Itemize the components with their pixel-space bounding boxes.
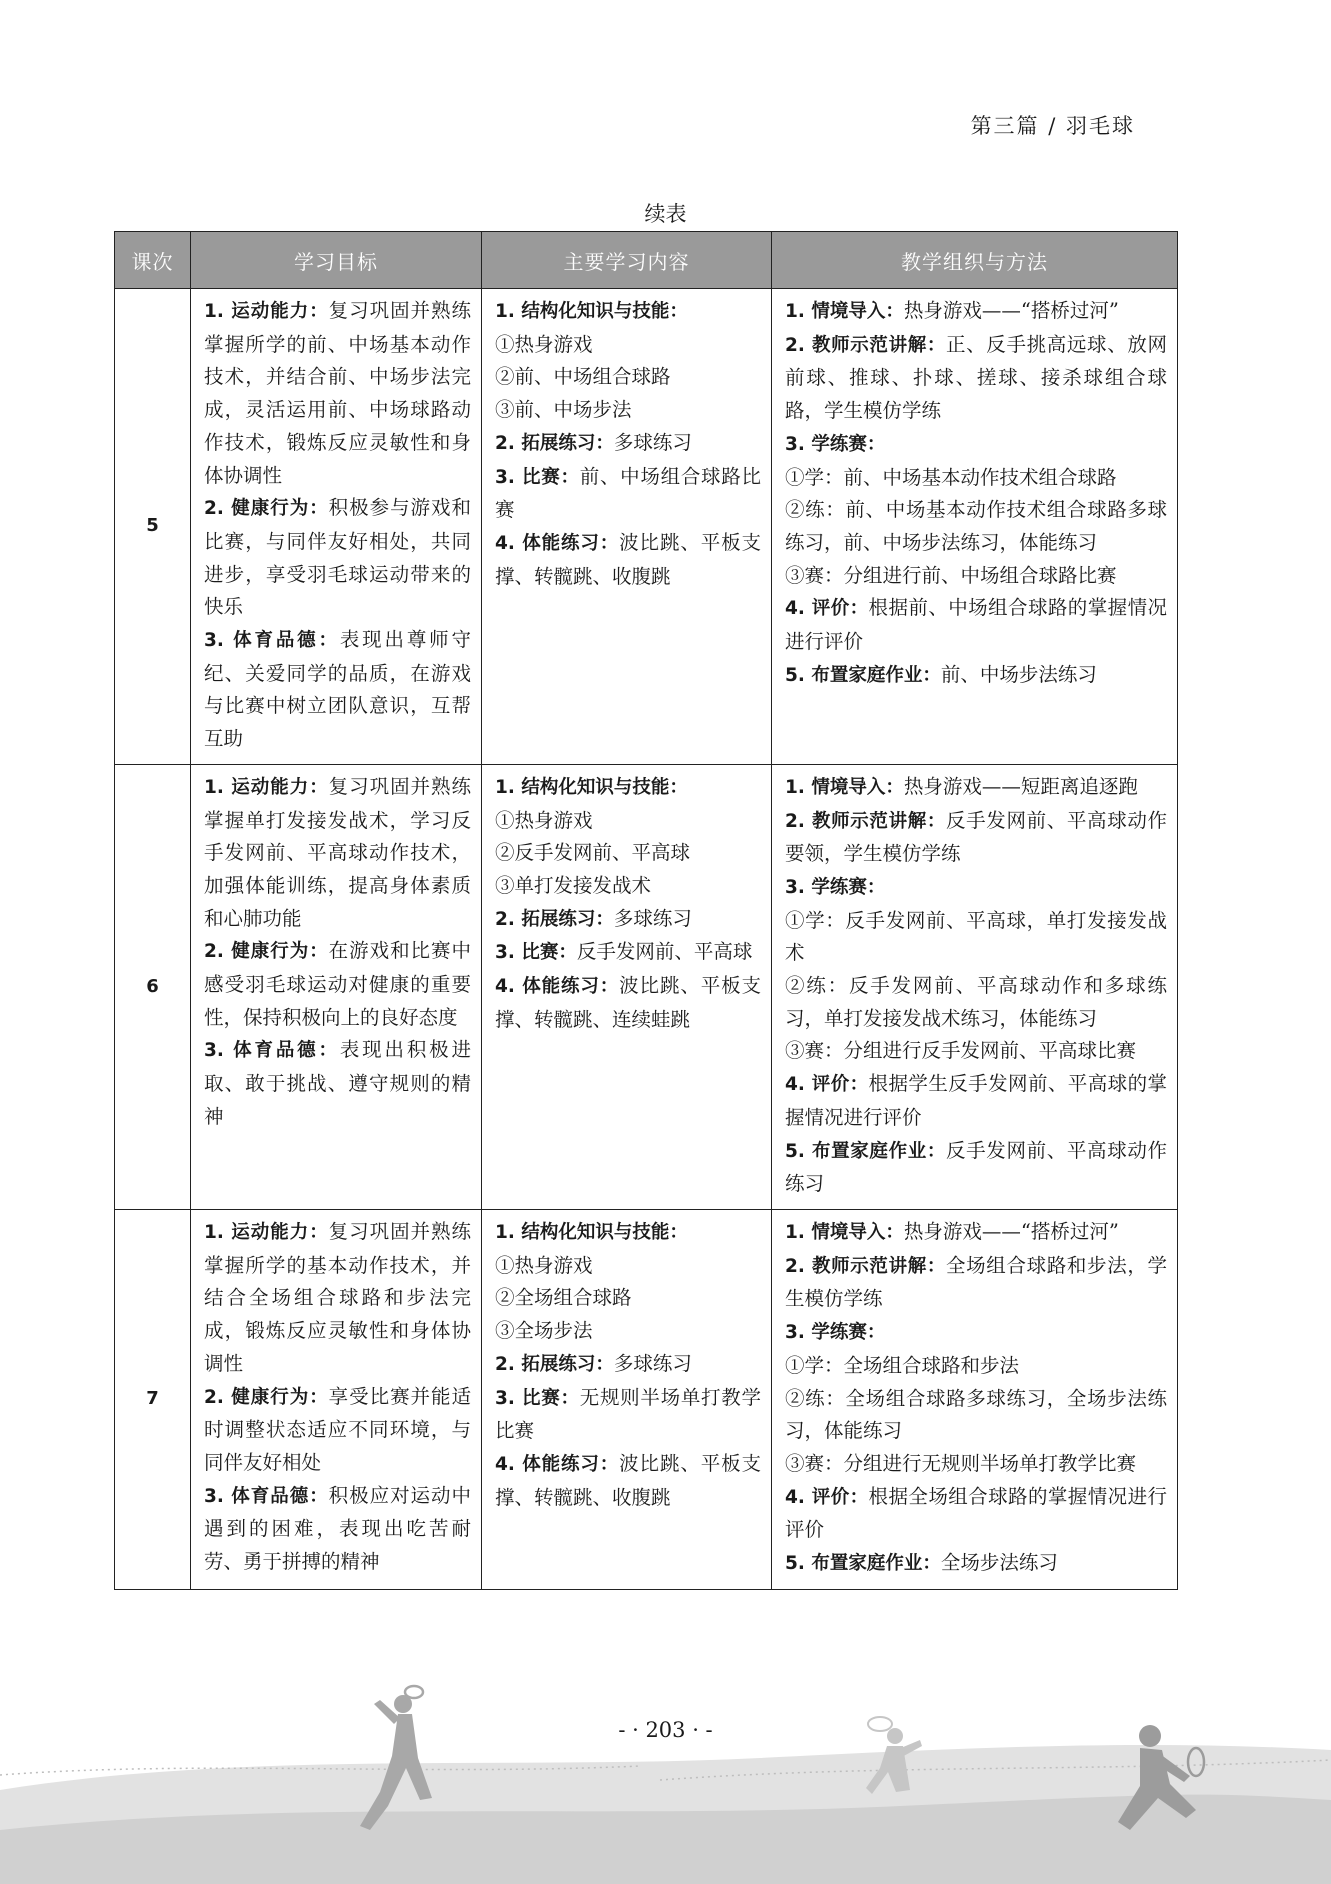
item-text: 波比跳、平板支撑、转髋跳、收腹跳 — [495, 1451, 761, 1509]
item-label: 4. 评价： — [785, 1486, 869, 1508]
item-label: 2. 教师示范讲解： — [785, 1255, 947, 1277]
item-text: 热身游戏——短距离追逐跑 — [903, 774, 1138, 798]
methods-cell — [772, 289, 1178, 765]
cell-paragraph — [495, 1448, 761, 1514]
cell-paragraph — [495, 870, 761, 903]
column-header-lesson: 课次 — [115, 232, 191, 289]
item-text: 多球练习 — [613, 906, 692, 930]
item-text: 波比跳、平板支撑、转髋跳、收腹跳 — [495, 530, 761, 588]
cell-paragraph — [204, 1034, 471, 1133]
cell-paragraph — [785, 1350, 1167, 1383]
cell-paragraph — [785, 1068, 1167, 1134]
item-label: 2. 拓展练习： — [495, 908, 614, 930]
page-number: - · 203 · - — [618, 1718, 713, 1742]
cell-paragraph — [785, 1216, 1167, 1250]
lesson-row — [115, 1209, 1178, 1589]
cell-paragraph — [495, 1282, 761, 1315]
cell-paragraph — [495, 1216, 761, 1250]
item-text: ③赛：分组进行前、中场组合球路比赛 — [785, 563, 1117, 587]
cell-paragraph — [785, 1448, 1167, 1481]
item-label: 1. 结构化知识与技能： — [495, 301, 688, 322]
cell-paragraph — [204, 771, 471, 936]
cell-paragraph — [785, 428, 1167, 462]
cell-paragraph — [495, 1382, 761, 1448]
cell-paragraph — [495, 1348, 761, 1382]
cell-paragraph — [785, 970, 1167, 1035]
item-text: 表现出积极进取、敢于挑战、遵守规则的精神 — [204, 1038, 471, 1128]
item-label: 2. 健康行为： — [204, 941, 329, 963]
item-text: 反手发网前、平高球动作练习 — [785, 1138, 1167, 1196]
item-label: 2. 拓展练习： — [495, 1353, 614, 1375]
cell-paragraph — [495, 394, 761, 427]
running-head: 第三篇 / 羽毛球 — [970, 114, 1135, 138]
goals-cell — [191, 1209, 482, 1589]
item-text: 全场步法练习 — [940, 1551, 1058, 1575]
item-text: 无规则半场单打教学比赛 — [495, 1385, 761, 1443]
goals-cell — [191, 764, 482, 1209]
item-text: 前、中场步法练习 — [940, 662, 1097, 686]
cell-paragraph — [204, 1216, 471, 1381]
cell-paragraph — [785, 560, 1167, 593]
cell-paragraph — [785, 1383, 1167, 1448]
methods-cell — [772, 1209, 1178, 1589]
cell-paragraph — [495, 361, 761, 394]
item-label: 2. 教师示范讲解： — [785, 334, 947, 356]
cell-paragraph — [204, 935, 471, 1034]
methods-cell — [772, 764, 1178, 1209]
item-label: 1. 运动能力： — [204, 1221, 329, 1243]
lesson-row — [115, 289, 1178, 765]
item-label: 4. 评价： — [785, 1074, 869, 1096]
cell-paragraph — [495, 903, 761, 937]
item-text: 复习巩固并熟练掌握所学的前、中场基本动作技术，并结合前、中场步法完成，灵活运用前、中场球路动作技术，锻炼反应灵敏性和身体协调性 — [204, 299, 471, 487]
item-label: 3. 学练赛： — [785, 876, 886, 898]
cell-paragraph — [495, 970, 761, 1036]
item-text: ③单打发接发战术 — [495, 873, 652, 897]
item-label: 1. 结构化知识与技能： — [495, 776, 688, 798]
item-label: 1. 结构化知识与技能： — [495, 1221, 688, 1243]
content-cell — [482, 1209, 772, 1589]
item-text: 享受比赛并能适时调整状态适应不同环境，与同伴友好相处 — [204, 1384, 471, 1474]
lesson-number-cell: 7 — [115, 1209, 191, 1589]
item-label: 2. 教师示范讲解： — [785, 810, 947, 832]
item-text: 积极参与游戏和比赛，与同伴友好相处，共同进步，享受羽毛球运动带来的快乐 — [204, 496, 471, 619]
cell-paragraph — [785, 592, 1167, 658]
table-caption: 续表 — [644, 202, 687, 226]
cell-paragraph — [785, 494, 1167, 559]
item-text: 根据学生反手发网前、平高球的掌握情况进行评价 — [785, 1072, 1167, 1129]
item-text: ②全场组合球路 — [495, 1286, 632, 1310]
cell-paragraph — [785, 1316, 1167, 1350]
item-label: 2. 拓展练习： — [495, 432, 614, 454]
item-text: 表现出尊师守纪、关爱同学的品质，在游戏与比赛中树立团队意识，互帮互助 — [204, 628, 471, 751]
cell-paragraph — [495, 427, 761, 461]
item-text: 热身游戏——“搭桥过河” — [903, 1219, 1119, 1243]
cell-paragraph — [495, 527, 761, 593]
item-text: ②练：反手发网前、平高球动作和多球练习，单打发接发战术练习，体能练习 — [785, 974, 1167, 1030]
cell-paragraph — [495, 461, 761, 527]
item-text: 反手发网前、平高球动作要领，学生模仿学练 — [785, 808, 1167, 866]
cell-paragraph — [785, 1481, 1167, 1547]
item-text: ①热身游戏 — [495, 332, 593, 356]
item-text: ③前、中场步法 — [495, 398, 632, 422]
item-label: 4. 体能练习： — [495, 1453, 620, 1475]
cell-paragraph — [785, 462, 1167, 495]
cell-paragraph — [204, 1480, 471, 1579]
item-text: ③赛：分组进行无规则半场单打教学比赛 — [785, 1451, 1137, 1475]
column-header-methods: 教学组织与方法 — [772, 232, 1178, 289]
item-text: 反手发网前、平高球 — [576, 940, 753, 964]
cell-paragraph — [785, 329, 1167, 428]
item-text: 多球练习 — [613, 1351, 692, 1375]
badminton-silhouette-decoration — [0, 1680, 1331, 1884]
item-text: ③全场步法 — [495, 1319, 593, 1343]
item-text: ③赛：分组进行反手发网前、平高球比赛 — [785, 1039, 1137, 1063]
cell-paragraph — [785, 771, 1167, 805]
item-label: 3. 学练赛： — [785, 1322, 886, 1344]
cell-paragraph — [204, 624, 471, 756]
item-text: 前、中场组合球路比赛 — [495, 464, 761, 522]
cell-paragraph — [785, 1035, 1167, 1068]
cell-paragraph — [785, 905, 1167, 970]
item-label: 5. 布置家庭作业： — [785, 1553, 941, 1575]
content-cell — [482, 289, 772, 765]
item-label: 5. 布置家庭作业： — [785, 664, 941, 686]
item-text: 正、反手挑高远球、放网前球、推球、扑球、搓球、接杀球组合球路，学生模仿学练 — [785, 332, 1167, 423]
table-header-row — [115, 232, 1178, 289]
item-label: 4. 体能练习： — [495, 976, 620, 998]
lesson-row — [115, 764, 1178, 1209]
lesson-number-cell: 6 — [115, 764, 191, 1209]
item-text: ②反手发网前、平高球 — [495, 841, 691, 865]
item-text: ②前、中场组合球路 — [495, 365, 671, 389]
cell-paragraph — [495, 805, 761, 838]
item-text: ①学：反手发网前、平高球，单打发接发战术 — [785, 908, 1167, 965]
cell-paragraph — [785, 1547, 1167, 1581]
cell-paragraph — [495, 295, 761, 329]
item-label: 4. 评价： — [785, 598, 869, 620]
item-text: 波比跳、平板支撑、转髋跳、连续蛙跳 — [495, 974, 761, 1031]
content-cell — [482, 764, 772, 1209]
item-text: 多球练习 — [613, 430, 692, 454]
item-text: 积极应对运动中遇到的困难，表现出吃苦耐劳、勇于拼搏的精神 — [204, 1483, 471, 1574]
item-label: 1. 情境导入： — [785, 1221, 904, 1243]
cell-paragraph — [785, 805, 1167, 871]
item-text: 复习巩固并熟练掌握所学的基本动作技术，并结合全场组合球路和步法完成，锻炼反应灵敏性和身体协调性 — [204, 1219, 471, 1375]
goals-cell — [191, 289, 482, 765]
item-text: ①热身游戏 — [495, 808, 593, 832]
item-label: 2. 健康行为： — [204, 1386, 329, 1408]
item-label: 2. 健康行为： — [204, 498, 329, 520]
item-text: 复习巩固并熟练掌握单打发接发战术，学习反手发网前、平高球动作技术，加强体能训练，提高身体素质和心肺功能 — [204, 774, 471, 930]
item-label: 1. 运动能力： — [204, 301, 329, 322]
item-text: 全场组合球路和步法，学生模仿学练 — [785, 1253, 1167, 1311]
item-label: 3. 学练赛： — [785, 433, 886, 455]
item-label: 4. 体能练习： — [495, 532, 620, 554]
item-label: 3. 比赛： — [495, 942, 577, 964]
lesson-number-cell: 5 — [115, 289, 191, 765]
cell-paragraph — [495, 329, 761, 362]
cell-paragraph — [785, 295, 1167, 329]
cell-paragraph — [785, 1250, 1167, 1316]
item-text: ①学：前、中场基本动作技术组合球路 — [785, 465, 1117, 489]
cell-paragraph — [495, 936, 761, 970]
cell-paragraph — [495, 771, 761, 805]
cell-paragraph — [495, 1315, 761, 1348]
cell-paragraph — [495, 1250, 761, 1283]
cell-paragraph — [785, 1135, 1167, 1201]
item-label: 3. 体育品德： — [204, 1485, 329, 1507]
lesson-plan-table — [114, 231, 1178, 1590]
item-text: ②练：前、中场基本动作技术组合球路多球练习，前、中场步法练习，体能练习 — [785, 498, 1167, 554]
cell-paragraph — [785, 659, 1167, 693]
item-label: 3. 比赛： — [495, 466, 580, 488]
item-text: ①热身游戏 — [495, 1253, 593, 1277]
cell-paragraph — [204, 295, 471, 492]
item-label: 1. 运动能力： — [204, 776, 329, 798]
item-text: 热身游戏——“搭桥过河” — [903, 299, 1119, 322]
item-text: 根据前、中场组合球路的掌握情况进行评价 — [785, 596, 1167, 654]
item-label: 3. 体育品德： — [204, 1040, 340, 1062]
item-text: 在游戏和比赛中感受羽毛球运动对健康的重要性，保持积极向上的良好态度 — [204, 939, 471, 1029]
cell-paragraph — [204, 492, 471, 624]
column-header-content: 主要学习内容 — [482, 232, 772, 289]
item-label: 1. 情境导入： — [785, 301, 904, 322]
cell-paragraph — [495, 837, 761, 870]
cell-paragraph — [204, 1381, 471, 1480]
item-label: 5. 布置家庭作业： — [785, 1140, 947, 1162]
item-label: 3. 体育品德： — [204, 630, 340, 652]
column-header-goals: 学习目标 — [191, 232, 482, 289]
item-text: 根据全场组合球路的掌握情况进行评价 — [785, 1484, 1167, 1542]
item-label: 3. 比赛： — [495, 1387, 580, 1409]
item-label: 1. 情境导入： — [785, 776, 904, 798]
cell-paragraph — [785, 871, 1167, 905]
item-text: ①学：全场组合球路和步法 — [785, 1353, 1020, 1377]
item-text: ②练：全场组合球路多球练习，全场步法练习，体能练习 — [785, 1386, 1167, 1443]
